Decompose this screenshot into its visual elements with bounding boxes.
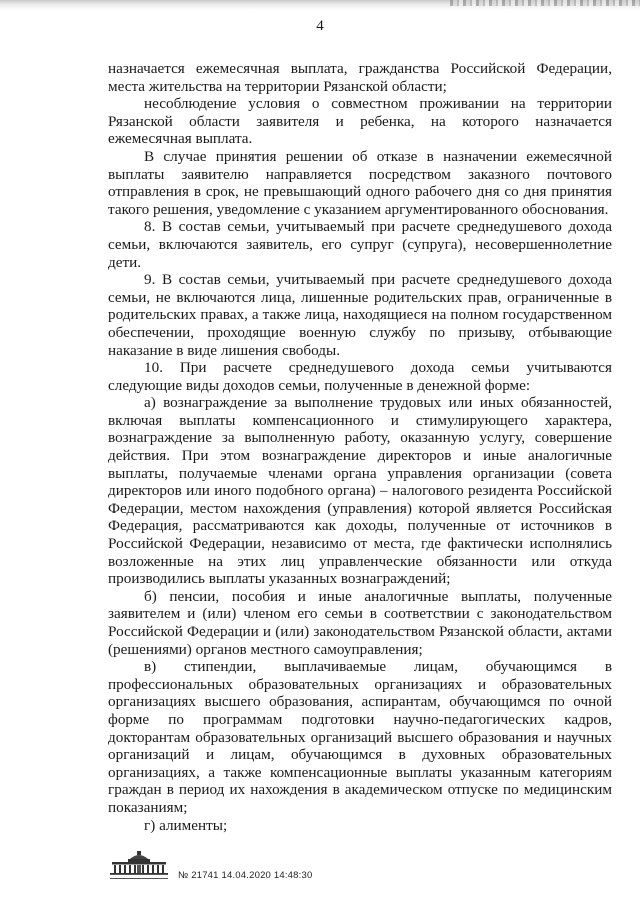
text-line: б) пенсии, пособия и иные аналогичные выплаты, полученные <box>144 587 612 605</box>
text-line: Рязанской области заявителя и ребенка, на которого назначается <box>108 112 612 130</box>
text-line: (решениями) органов местного самоуправления; <box>108 640 423 658</box>
page-number: 4 <box>316 18 324 34</box>
text-line: заявителем и (или) членом его семьи в соответствии с законодательством <box>108 605 612 623</box>
regional-duma-building-icon <box>108 850 170 882</box>
registration-stamp: № 21741 14.04.2020 14:48:30 <box>178 870 313 881</box>
text-line: Федерации, местом нахождения (управления) которой является Российская <box>108 499 612 517</box>
text-line: докторантам образовательных организаций высшего образования и научных <box>108 728 612 746</box>
text-line: включая выплаты компенсационного и стимулирующего характера, <box>108 411 612 429</box>
text-line: 9. В состав семьи, учитываемый при расчете среднедушевого дохода <box>144 271 612 289</box>
scan-edge <box>0 0 640 10</box>
text-line: г) алименты; <box>144 816 228 834</box>
document-footer <box>108 850 408 884</box>
text-line: производились выплаты указанных вознаграждений; <box>108 570 451 588</box>
text-line: а) вознаграждение за выполнение трудовых или иных обязанностей, <box>144 394 612 412</box>
text-line: наказание в виде лишения свободы. <box>108 341 341 359</box>
text-line: места жительства на территории Рязанской области; <box>108 77 447 95</box>
text-line: Федерация, рассматриваются как доходы, полученные от источников в <box>108 517 612 535</box>
text-line: показаниям; <box>108 798 188 816</box>
text-line: организациях высшего образования, аспирантам, обучающимся по очной <box>108 693 612 711</box>
text-line: отправления в срок, не превышающий одного рабочего дня со дня принятия <box>108 183 612 201</box>
text-line: возложенные на этих лиц управленческие обязанности или откуда <box>108 552 612 570</box>
text-line: семьи, включаются заявитель, его супруг (супруга), несовершеннолетние <box>108 235 612 253</box>
text-line: следующие виды доходов семьи, полученные в денежной форме: <box>108 376 531 394</box>
text-line: такого решения, уведомление с указанием аргументированного обоснования. <box>108 200 609 218</box>
text-line: Российской Федерации, независимо от места, где фактически исполнялись <box>108 535 612 553</box>
text-line: выплаты, получаемые членами органа управления организации (совета <box>108 464 612 482</box>
document-body <box>108 60 612 834</box>
text-line: организаций и лицам, обучающимся в духовных образовательных <box>108 746 612 764</box>
text-line: Российской Федерации и (или) законодательством Рязанской области, актами <box>108 623 612 640</box>
text-line: семьи, не включаются лица, лишенные родительских прав, ограниченные в <box>108 288 612 306</box>
text-line: в) стипендии, выплачиваемые лицам, обучающимся в <box>144 658 612 676</box>
text-line: действия. При этом вознаграждение директоров и иные аналогичные <box>108 447 612 465</box>
text-line: 10. При расчете среднедушевого дохода семьи учитываются <box>144 359 612 377</box>
text-line: дети. <box>108 253 142 271</box>
text-line: назначается ежемесячная выплата, гражданства Российской Федерации, <box>108 60 612 77</box>
text-line: родительских правах, а также лица, находящиеся на полном государственном <box>108 306 612 324</box>
text-line: В случае принятия решении об отказе в назначении ежемесячной <box>144 147 612 165</box>
text-line: профессиональных образовательных организациях и образовательных <box>108 675 612 693</box>
text-line: организациях, а также компенсационные выплаты указанным категориям <box>108 763 612 781</box>
text-line: выплаты заявителю направляется посредством заказного почтового <box>108 165 612 183</box>
text-line: ежемесячная выплата. <box>108 130 253 148</box>
text-line: 8. В состав семьи, учитываемый при расчете среднедушевого дохода <box>144 218 612 236</box>
text-line: директоров или иного подобного органа) – налогового резидента Российской <box>108 482 612 500</box>
text-line: обеспечении, проходящие военную службу по призыву, отбывающие <box>108 323 612 341</box>
text-line: форме по программам подготовки научно-педагогических кадров, <box>108 710 612 728</box>
text-line: несоблюдение условия о совместном проживании на территории <box>144 95 612 113</box>
text-line: граждан в период их нахождения в академическом отпуске по медицинским <box>108 781 612 799</box>
text-line: вознаграждение за выполненную работу, оказанную услугу, совершение <box>108 429 612 447</box>
